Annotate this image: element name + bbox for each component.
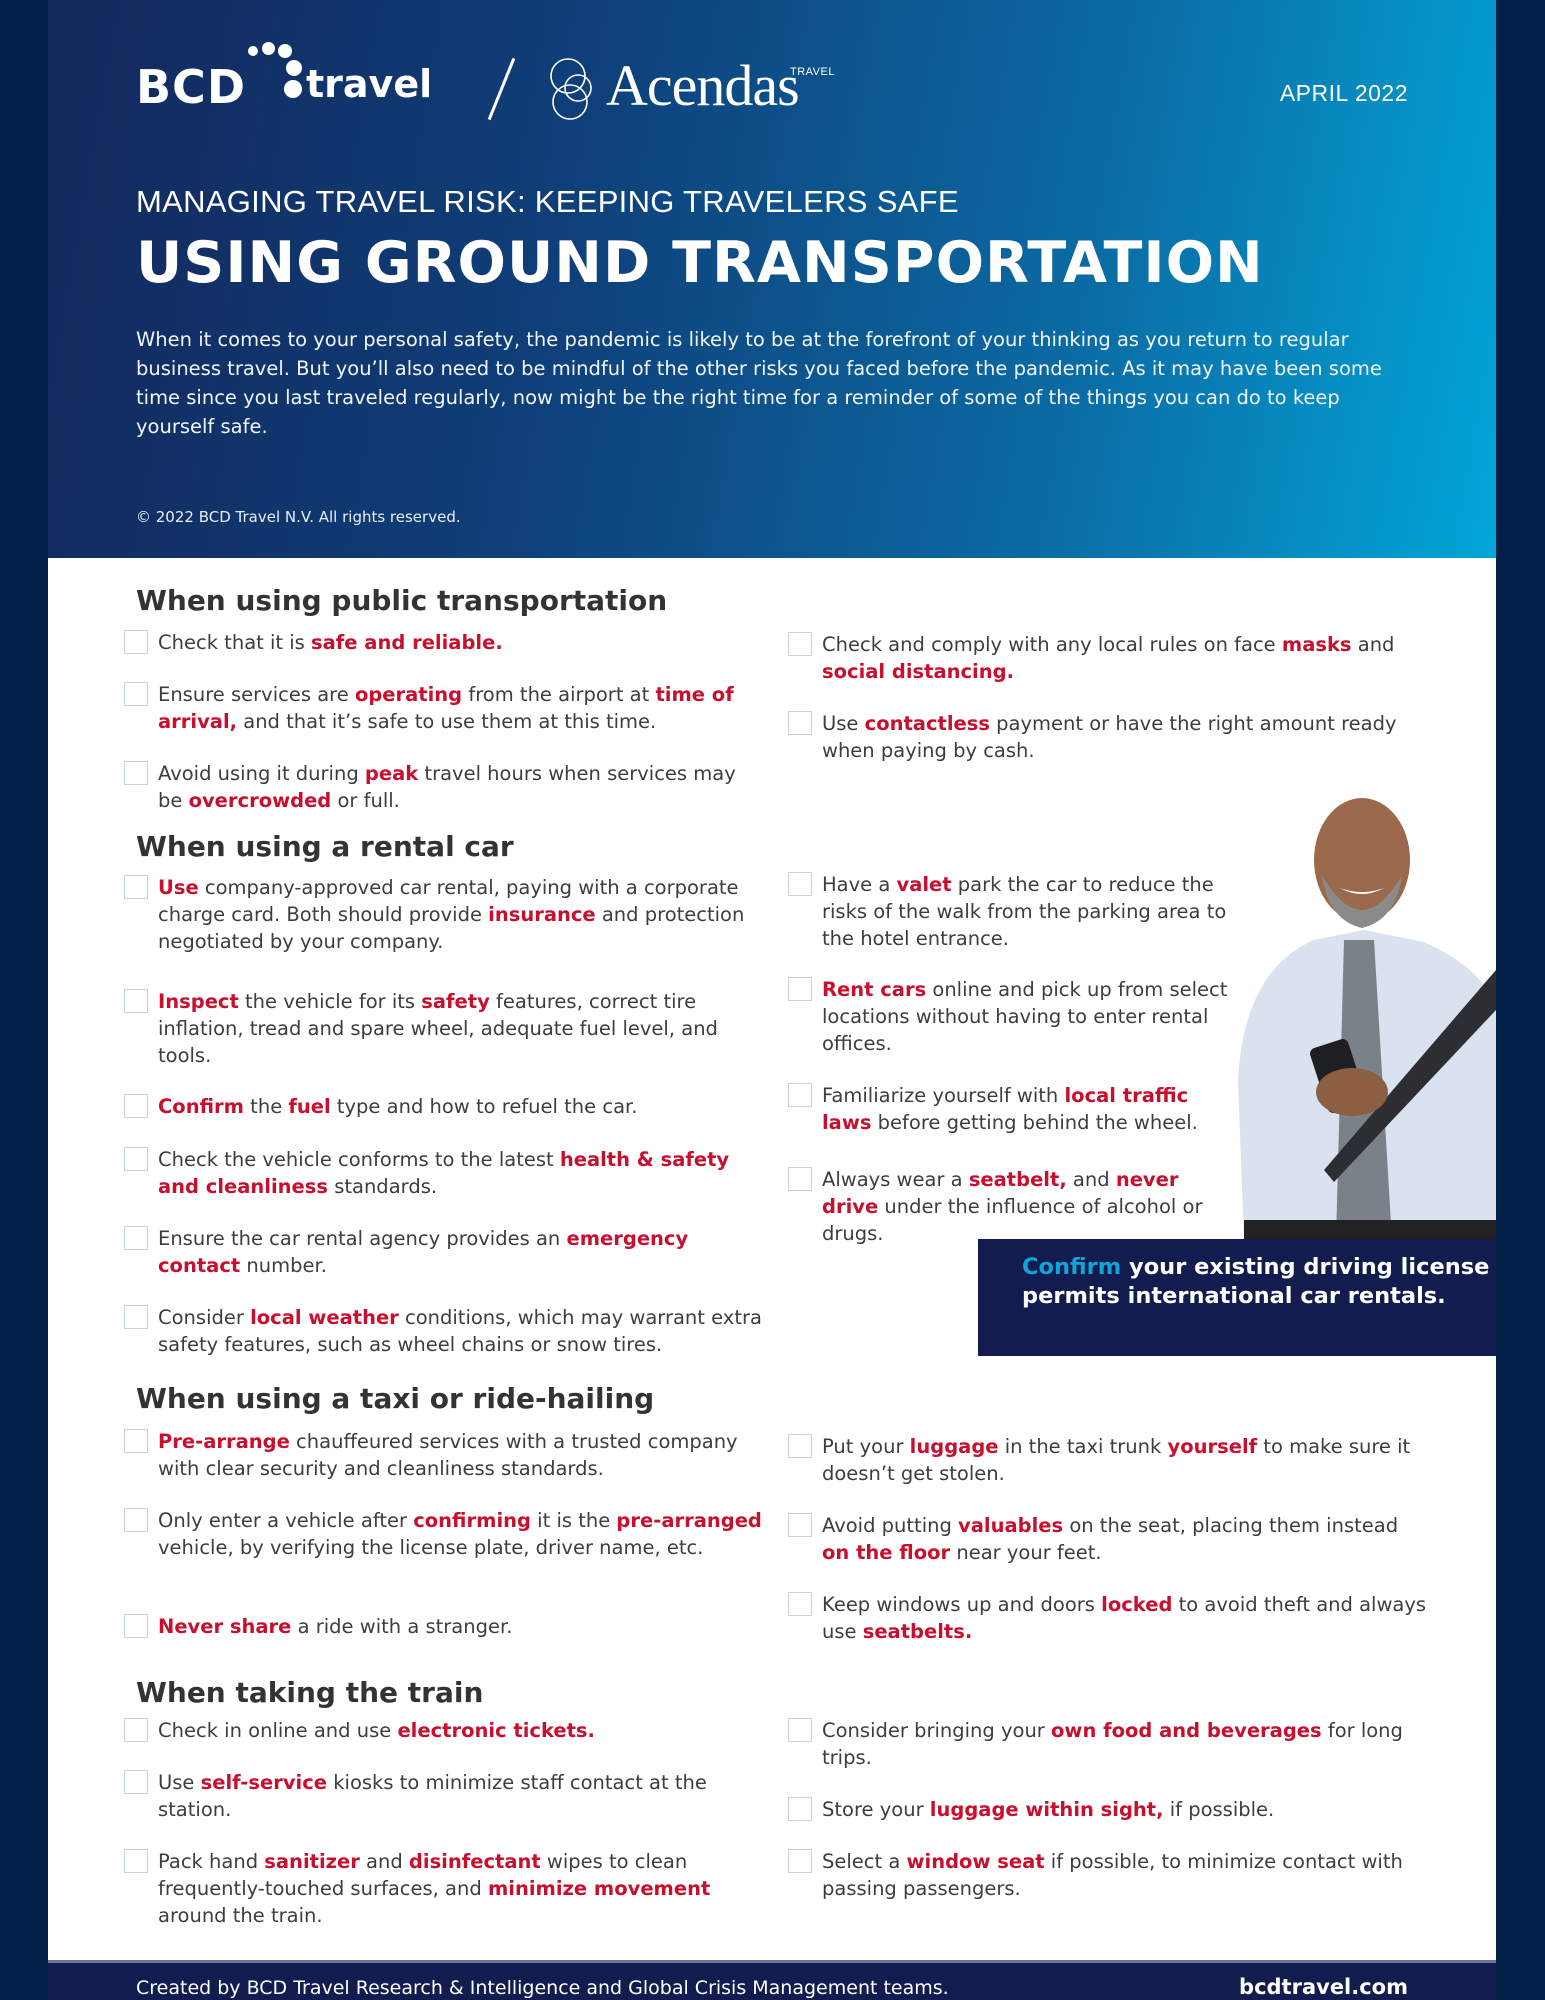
highlight-keyword: Inspect <box>158 990 239 1013</box>
highlight-keyword: window seat <box>906 1850 1045 1873</box>
logo-divider <box>488 58 516 120</box>
checklist-item-text: Always wear a seatbelt, and never drive under the influence of alcohol or drugs. <box>822 1168 1203 1245</box>
checklist-item <box>788 871 1228 952</box>
intro-paragraph: When it comes to your personal safety, the pandemic is likely to be at the forefront of your thinking as you return to regular business travel. But you’ll also need to be mindful of the other risks you faced before the pandemic. As it may have been some time since you last traveled regularly, now might be the right time for a reminder of some of the things you can do to keep yourself safe. <box>136 328 1382 438</box>
section-title-taxi: When using a taxi or ride-hailing <box>136 1382 655 1415</box>
hero-banner <box>48 0 1496 558</box>
checklist-item <box>788 976 1228 1057</box>
checklist-item-text: Select a window seat if possible, to minimize contact with passing passengers. <box>822 1850 1403 1900</box>
highlight-keyword: Confirm <box>158 1095 244 1118</box>
checkbox[interactable] <box>788 1797 812 1821</box>
checklist-item-text: Check that it is safe and reliable. <box>158 631 503 654</box>
highlight-keyword: time of arrival, <box>158 683 734 733</box>
highlight-keyword: minimize movement <box>487 1877 711 1900</box>
highlight-keyword: seatbelts. <box>862 1620 973 1643</box>
checklist-item-text: Ensure the car rental agency provides an emergency contact number. <box>158 1227 689 1277</box>
checklist-item-text: Ensure services are operating from the airport at time of arrival, and that it’s safe to use them at this time. <box>158 683 734 733</box>
publication-date: APRIL 2022 <box>1279 80 1408 106</box>
section-title-rental-car: When using a rental car <box>136 830 514 863</box>
checkbox[interactable] <box>788 1592 812 1616</box>
checkbox[interactable] <box>124 1718 148 1742</box>
checklist-item <box>124 760 764 814</box>
businessman-image <box>1224 780 1496 1240</box>
highlight-keyword: confirming <box>413 1509 531 1532</box>
businessman-photo <box>1224 780 1496 1240</box>
acendas-travel-logo <box>548 52 848 122</box>
highlight-keyword: never drive <box>822 1168 1179 1218</box>
checklist-item <box>124 1146 764 1200</box>
checkbox[interactable] <box>124 1226 148 1250</box>
checkbox[interactable] <box>788 632 812 656</box>
checklist-item <box>124 988 764 1069</box>
highlight-keyword: Rent cars <box>822 978 927 1001</box>
acendas-wordmark: Acendas <box>606 53 799 118</box>
checkbox[interactable] <box>124 875 148 899</box>
acendas-rings-icon <box>548 54 612 124</box>
checkbox[interactable] <box>124 1429 148 1453</box>
highlight-keyword: operating <box>354 683 463 706</box>
checklist-item-text: Have a valet park the car to reduce the risks of the walk from the parking area to the hotel entrance. <box>822 873 1227 950</box>
checklist-item <box>124 1848 764 1929</box>
checkbox[interactable] <box>124 989 148 1013</box>
checklist-item-text: Consider local weather conditions, which may warrant extra safety features, such as wheel chains or snow tires. <box>158 1306 762 1356</box>
highlight-keyword: electronic tickets. <box>397 1719 595 1742</box>
checklist-item <box>124 629 764 656</box>
highlight-keyword: disinfectant <box>408 1850 541 1873</box>
highlight-keyword: overcrowded <box>188 789 332 812</box>
checklist-item-text: Avoid using it during peak travel hours when services may be overcrowded or full. <box>158 762 736 812</box>
series-kicker: MANAGING TRAVEL RISK: KEEPING TRAVELERS SAFE <box>136 184 959 219</box>
footer-bar <box>48 1960 1496 2000</box>
checklist-item <box>788 1082 1228 1136</box>
checklist-item <box>788 1166 1228 1247</box>
checkbox[interactable] <box>788 1167 812 1191</box>
travel-wordmark: travel <box>306 62 433 106</box>
highlight-keyword: luggage <box>909 1435 999 1458</box>
checklist-item-text: Check and comply with any local rules on face masks and social distancing. <box>822 633 1395 683</box>
checklist-item-text: Put your luggage in the taxi trunk yourself to make sure it doesn’t get stolen. <box>822 1435 1411 1485</box>
checklist-item-text: Check the vehicle conforms to the latest health & safety and cleanliness standards. <box>158 1148 730 1198</box>
checklist-item-text: Use company-approved car rental, paying with a corporate charge card. Both should provide insurance and protection negotiated by your company. <box>158 876 745 953</box>
callout-text: your existing driving license permits international car rentals. <box>1022 1254 1490 1309</box>
highlight-keyword: masks <box>1281 633 1352 656</box>
checklist-item <box>788 631 1428 685</box>
highlight-keyword: valuables <box>958 1514 1064 1537</box>
checklist-item <box>788 1717 1428 1771</box>
checklist-item-text: Consider bringing your own food and beverages for long trips. <box>822 1719 1403 1769</box>
checkbox[interactable] <box>788 1718 812 1742</box>
checklist-item-text: Use self-service kiosks to minimize staff contact at the station. <box>158 1771 707 1821</box>
highlight-keyword: emergency contact <box>158 1227 689 1277</box>
highlight-keyword: safety <box>421 990 490 1013</box>
checklist-item-text: Never share a ride with a stranger. <box>158 1615 513 1638</box>
checkbox[interactable] <box>124 630 148 654</box>
highlight-keyword: peak <box>364 762 419 785</box>
checkbox[interactable] <box>788 1513 812 1537</box>
checkbox[interactable] <box>788 1849 812 1873</box>
checklist-item <box>788 1591 1428 1645</box>
checklist-item <box>124 874 764 955</box>
highlight-keyword: seatbelt, <box>968 1168 1067 1191</box>
checkbox[interactable] <box>124 682 148 706</box>
checklist-item-text: Confirm the fuel type and how to refuel the car. <box>158 1095 638 1118</box>
highlight-keyword: insurance <box>488 903 596 926</box>
checklist-item <box>124 1225 764 1279</box>
checklist-item <box>124 1507 764 1561</box>
highlight-keyword: sanitizer <box>264 1850 360 1873</box>
checklist-item-text: Store your luggage within sight, if possible. <box>822 1798 1275 1821</box>
document-page <box>48 0 1496 2000</box>
checkbox[interactable] <box>124 1147 148 1171</box>
checklist-item-text: Only enter a vehicle after confirming it is the pre-arranged vehicle, by verifying the license plate, driver name, etc. <box>158 1509 762 1559</box>
checklist-item <box>124 1428 764 1482</box>
checkbox[interactable] <box>788 872 812 896</box>
checkbox[interactable] <box>124 1614 148 1638</box>
section-title-public-transport: When using public transportation <box>136 584 668 617</box>
page-title: USING GROUND TRANSPORTATION <box>136 230 1264 296</box>
checkbox[interactable] <box>788 711 812 735</box>
highlight-keyword: self-service <box>200 1771 328 1794</box>
checkbox[interactable] <box>124 1094 148 1118</box>
bcd-travel-logo <box>136 46 436 116</box>
footer-website-link[interactable]: bcdtravel.com <box>1239 1975 1408 1999</box>
checklist-item <box>788 1433 1428 1487</box>
highlight-keyword: local weather <box>250 1306 399 1329</box>
highlight-keyword: own food and beverages <box>1051 1719 1322 1742</box>
checklist-item-text: Keep windows up and doors locked to avoid theft and always use seatbelts. <box>822 1593 1427 1643</box>
highlight-keyword: luggage within sight, <box>929 1798 1164 1821</box>
highlight-keyword: local traffic laws <box>822 1084 1189 1134</box>
highlight-keyword: locked <box>1101 1593 1173 1616</box>
checklist-item <box>788 1512 1428 1566</box>
license-callout <box>978 1239 1496 1356</box>
checkbox[interactable] <box>788 977 812 1001</box>
checkbox[interactable] <box>124 1849 148 1873</box>
copyright-notice: © 2022 BCD Travel N.V. All rights reserved. <box>136 508 461 526</box>
checklist-item-text: Rent cars online and pick up from select locations without having to enter rental offices. <box>822 978 1228 1055</box>
callout-accent: Confirm <box>1022 1254 1122 1280</box>
highlight-keyword: social distancing. <box>822 660 1014 683</box>
checklist-item-text: Familiarize yourself with local traffic laws before getting behind the wheel. <box>822 1084 1198 1134</box>
checkbox[interactable] <box>788 1083 812 1107</box>
bcd-wordmark: BCD <box>136 60 247 114</box>
checklist-item <box>124 1717 764 1744</box>
checkbox[interactable] <box>124 1770 148 1794</box>
highlight-keyword: contactless <box>864 712 990 735</box>
checklist-item <box>124 1769 764 1823</box>
checklist-item-text: Use contactless payment or have the right amount ready when paying by cash. <box>822 712 1397 762</box>
checklist-item <box>124 681 764 735</box>
checkbox[interactable] <box>124 1508 148 1532</box>
section-title-train: When taking the train <box>136 1676 484 1709</box>
checkbox[interactable] <box>788 1434 812 1458</box>
highlight-keyword: valet <box>896 873 952 896</box>
highlight-keyword: safe and reliable. <box>311 631 503 654</box>
checklist-item-text: Avoid putting valuables on the seat, placing them instead on the floor near your feet. <box>822 1514 1399 1564</box>
checklist-item <box>124 1304 764 1358</box>
checklist-item <box>124 1093 764 1120</box>
highlight-keyword: yourself <box>1167 1435 1258 1458</box>
checklist-item <box>788 1796 1428 1823</box>
checkbox[interactable] <box>124 761 148 785</box>
highlight-keyword: Pre-arrange <box>158 1430 290 1453</box>
checklist-item <box>788 1848 1428 1902</box>
highlight-keyword: health & safety and cleanliness <box>158 1148 730 1198</box>
checkbox[interactable] <box>124 1305 148 1329</box>
highlight-keyword: fuel <box>288 1095 331 1118</box>
checklist-item-text: Inspect the vehicle for its safety features, correct tire inflation, tread and spare wheel, adequate fuel level, and tools. <box>158 990 718 1067</box>
checklist-item <box>124 1613 764 1640</box>
highlight-keyword: on the floor <box>822 1541 951 1564</box>
footer-credit: Created by BCD Travel Research & Intelligence and Global Crisis Management teams. <box>136 1977 949 1999</box>
checklist-item <box>788 710 1428 764</box>
checklist-item-text: Check in online and use electronic tickets. <box>158 1719 595 1742</box>
checklist-item-text: Pack hand sanitizer and disinfectant wipes to clean frequently-touched surfaces, and minimize movement around the train. <box>158 1850 711 1927</box>
highlight-keyword: pre-arranged <box>616 1509 762 1532</box>
checklist-item-text: Pre-arrange chauffeured services with a trusted company with clear security and cleanliness standards. <box>158 1430 738 1480</box>
highlight-keyword: Use <box>158 876 199 899</box>
highlight-keyword: Never share <box>158 1615 292 1638</box>
acendas-subtitle: TRAVEL <box>790 66 835 78</box>
